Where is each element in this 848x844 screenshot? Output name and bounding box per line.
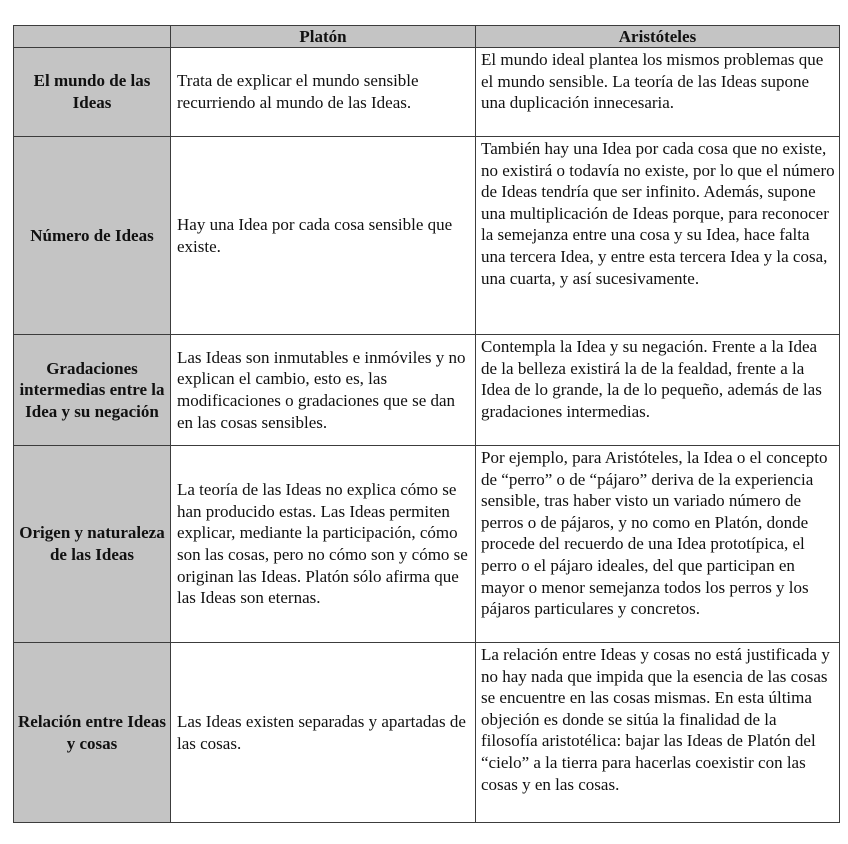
platon-cell: La teoría de las Ideas no explica cómo se han producido estas. Las Ideas permiten explicar, mediante la participación, cómo son las cosas, pero no cómo son y cómo se originan las Ideas. Platón sólo afirma que las Ideas son eternas. — [171, 446, 476, 643]
row-topic: El mundo de las Ideas — [14, 48, 171, 137]
row-topic: Gradaciones intermedias entre la Idea y su negación — [14, 335, 171, 446]
platon-cell: Hay una Idea por cada cosa sensible que existe. — [171, 137, 476, 335]
comparison-table — [13, 25, 840, 823]
header-aristoteles: Aristóteles — [476, 26, 840, 48]
table-row — [14, 137, 840, 335]
aristoteles-cell: Por ejemplo, para Aristóteles, la Idea o el concepto de “perro” o de “pájaro” deriva de la experiencia sensible, tras haber visto un variado número de perros o de pájaros, y no como en Platón, donde procede del recuerdo de una Idea prototípica, el perro o el pájaro ideales, del que participan en mayor o menor semejanza todos los perros y los pájaros particulares y concretos. — [476, 446, 840, 643]
platon-cell: Las Ideas son inmutables e inmóviles y no explican el cambio, esto es, las modificaciones o gradaciones que se dan en las cosas sensibles. — [171, 335, 476, 446]
table-row — [14, 446, 840, 643]
table-row — [14, 643, 840, 823]
aristoteles-cell: También hay una Idea por cada cosa que no existe, no existirá o todavía no existe, por lo que el número de Ideas tendría que ser infinito. Además, supone una multiplicación de Ideas porque, para reconocer la semejanza entre una cosa y su Idea, hace falta una tercera Idea, y entre esta tercera Idea y la cosa, una cuarta, y así sucesivamente. — [476, 137, 840, 335]
row-topic: Relación entre Ideas y cosas — [14, 643, 171, 823]
platon-cell: Las Ideas existen separadas y apartadas de las cosas. — [171, 643, 476, 823]
row-topic: Número de Ideas — [14, 137, 171, 335]
header-platon: Platón — [171, 26, 476, 48]
table-row — [14, 335, 840, 446]
aristoteles-cell: El mundo ideal plantea los mismos problemas que el mundo sensible. La teoría de las Ideas supone una duplicación innecesaria. — [476, 48, 840, 137]
header-corner-cell — [14, 26, 171, 48]
table-header — [14, 26, 840, 48]
platon-cell: Trata de explicar el mundo sensible recurriendo al mundo de las Ideas. — [171, 48, 476, 137]
row-topic: Origen y naturaleza de las Ideas — [14, 446, 171, 643]
table-row — [14, 48, 840, 137]
aristoteles-cell: Contempla la Idea y su negación. Frente a la Idea de la belleza existirá la de la fealdad, frente a la Idea de lo grande, la de lo pequeño, además de las gradaciones intermedias. — [476, 335, 840, 446]
aristoteles-cell: La relación entre Ideas y cosas no está justificada y no hay nada que impida que la esencia de las cosas se encuentre en las cosas mismas. En esta última objeción es donde se sitúa la finalidad de la filosofía aristotélica: bajar las Ideas de Platón del “cielo” a la tierra para hacerlas coexistir con las cosas y en las cosas. — [476, 643, 840, 823]
